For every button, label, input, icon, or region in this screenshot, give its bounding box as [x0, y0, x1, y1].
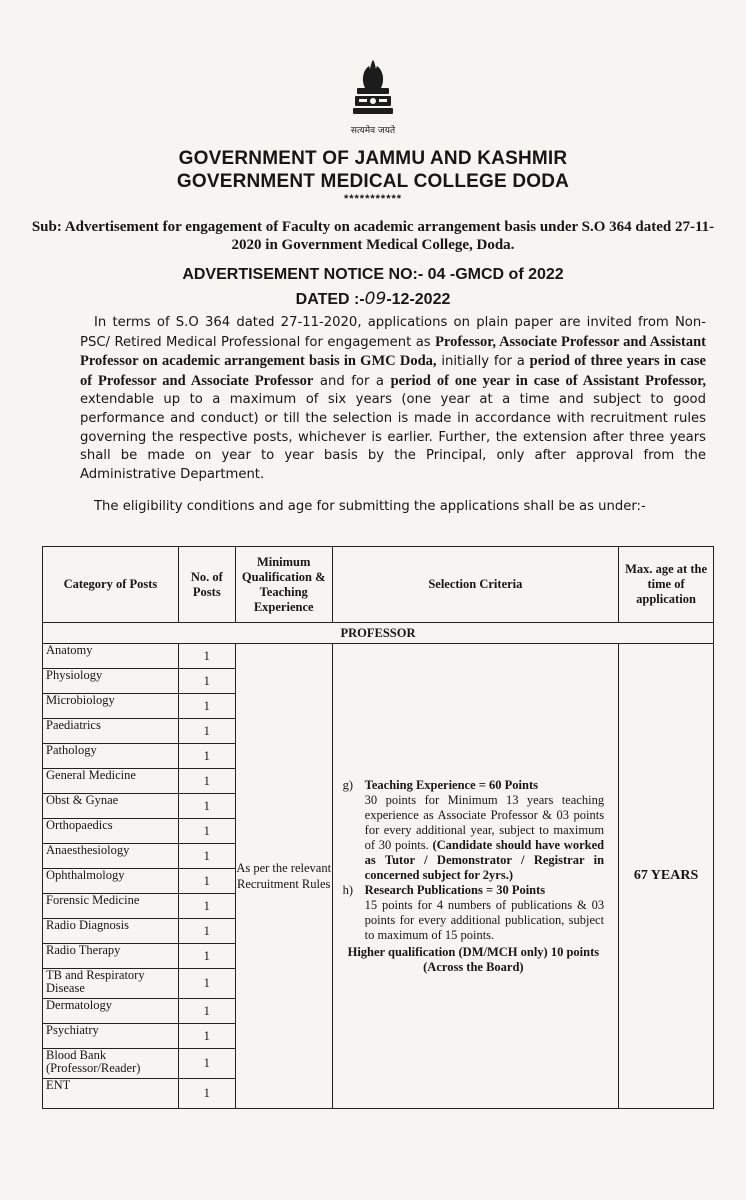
date-day-handwritten: 09 — [364, 289, 387, 309]
post-count: 1 — [178, 969, 235, 999]
post-count: 1 — [178, 894, 235, 919]
criteria-h-letter: h) — [342, 882, 354, 897]
date-rest: -12-2022 — [386, 291, 451, 308]
notice-number: ADVERTISEMENT NOTICE NO:- 04 -GMCD of 2022 — [182, 266, 564, 283]
post-category: Dermatology — [43, 999, 179, 1024]
header-qualification: Minimum Qualification & Teaching Experience — [235, 547, 332, 623]
post-category: Microbiology — [43, 694, 179, 719]
college-title: GOVERNMENT MEDICAL COLLEGE DODA — [176, 171, 570, 192]
date-prefix: DATED :- — [295, 291, 365, 308]
post-count: 1 — [178, 794, 235, 819]
criteria-g-title: Teaching Experience = 60 Points — [364, 777, 538, 792]
table-row — [43, 644, 714, 669]
post-category: General Medicine — [43, 769, 179, 794]
post-category: Psychiatry — [43, 1024, 179, 1049]
section-professor: PROFESSOR — [43, 623, 714, 644]
eligibility-intro: The eligibility conditions and age for submitting the applications shall be as under:- — [94, 499, 646, 514]
post-count: 1 — [178, 1024, 235, 1049]
notice-date — [0, 289, 746, 309]
title-separator: *********** — [343, 193, 403, 205]
government-title: GOVERNMENT OF JAMMU AND KASHMIR — [178, 148, 568, 169]
post-count: 1 — [178, 1079, 235, 1109]
post-category: Forensic Medicine — [43, 894, 179, 919]
criteria-g-letter: g) — [342, 777, 354, 792]
post-category: Ophthalmology — [43, 869, 179, 894]
eligibility-table — [42, 546, 714, 1109]
selection-criteria-cell — [332, 644, 618, 1109]
section-row — [43, 623, 714, 644]
post-category: Orthopaedics — [43, 819, 179, 844]
post-count: 1 — [178, 744, 235, 769]
criteria-higher-qualification: Higher qualification (DM/MCH only) 10 points (Across the Board) — [347, 944, 600, 974]
post-count: 1 — [178, 669, 235, 694]
post-category: Paediatrics — [43, 719, 179, 744]
post-category: Obst & Gynae — [43, 794, 179, 819]
table-header-row — [43, 547, 714, 623]
post-count: 1 — [178, 819, 235, 844]
qualification-cell: As per the relevant Recruitment Rules — [235, 644, 332, 1109]
post-category: Anaesthesiology — [43, 844, 179, 869]
criteria-h-text: 15 points for 4 numbers of publications & 03 points for every additional publication, subject to maximum of 15 points. — [364, 897, 605, 942]
post-category: Anatomy — [43, 644, 179, 669]
header-posts: No. of Posts — [178, 547, 235, 623]
post-count: 1 — [178, 944, 235, 969]
post-category: Radio Therapy — [43, 944, 179, 969]
ashoka-emblem-icon — [343, 58, 403, 122]
post-count: 1 — [178, 869, 235, 894]
post-count: 1 — [178, 644, 235, 669]
post-count: 1 — [178, 1049, 235, 1079]
post-count: 1 — [178, 919, 235, 944]
header-criteria: Selection Criteria — [332, 547, 618, 623]
post-count: 1 — [178, 999, 235, 1024]
post-category: TB and Respiratory Disease — [43, 969, 179, 999]
post-category: Radio Diagnosis — [43, 919, 179, 944]
post-category: Pathology — [43, 744, 179, 769]
post-category: ENT — [43, 1079, 179, 1109]
max-age-cell: 67 YEARS — [619, 644, 714, 1109]
post-count: 1 — [178, 769, 235, 794]
subject-line: Sub: Advertisement for engagement of Faculty on academic arrangement basis under S.O 364 dated 27-11-2020 in Government Medical College, Doda. — [31, 219, 715, 253]
body-paragraph: In terms of S.O 364 dated 27-11-2020, applications on plain paper are invited from Non-PSC/ Retired Medical Professional for engagement as Professor, Associate Professor and Assistant Professor on academic arrangement basis in GMC Doda, initially for a period of three years in case of Professor and Associate Professor and for a period of one year in case of Assistant Professor, extendable up to a maximum of six years (one year at a time and subject to good performance and conduct) or till the selection is made in accordance with recruitment rules governing the respective posts, whichever is earlier. Further, the extension after three years shall be made on year to year basis by the Principal, only after approval from the Administrative Department. — [80, 315, 706, 482]
header-age: Max. age at the time of application — [619, 547, 714, 623]
post-count: 1 — [178, 694, 235, 719]
emblem-motto: सत्यमेव जयते — [350, 126, 396, 136]
post-count: 1 — [178, 844, 235, 869]
post-category: Physiology — [43, 669, 179, 694]
post-category: Blood Bank (Professor/Reader) — [43, 1049, 179, 1079]
criteria-g-text: 30 points for Minimum 13 years teaching experience as Associate Professor & 03 points for every additional year, subject to maximum of 30 points. (Candidate should have worked as Tutor / Demonstrator / Registrar in concerned subject for 2yrs.) — [364, 792, 605, 882]
criteria-h-title: Research Publications = 30 Points — [364, 882, 546, 897]
header-category: Category of Posts — [43, 547, 179, 623]
post-count: 1 — [178, 719, 235, 744]
